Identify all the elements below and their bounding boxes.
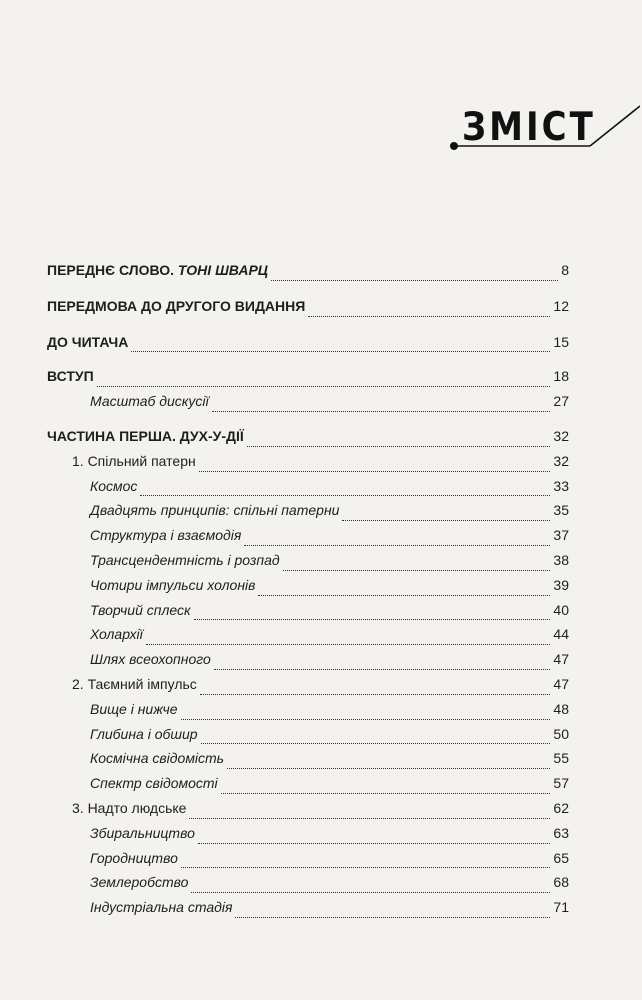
toc-entry[interactable] xyxy=(47,453,569,478)
toc-entry-title: 3. Надто людське xyxy=(72,799,187,816)
dot-leader xyxy=(258,594,550,596)
toc-entry[interactable] xyxy=(47,825,569,850)
toc-page-number: 27 xyxy=(553,393,569,410)
toc-entry-title: Космос xyxy=(90,477,138,494)
toc-page-number: 32 xyxy=(553,427,569,444)
dot-leader xyxy=(131,350,550,352)
toc-entry-title: 1. Спільний патерн xyxy=(72,452,196,469)
toc-page-number: 65 xyxy=(553,849,569,866)
toc-entry[interactable] xyxy=(47,552,569,577)
toc-entry[interactable] xyxy=(47,368,569,393)
dot-leader xyxy=(191,891,550,893)
toc-entry[interactable] xyxy=(47,527,569,552)
table-of-contents xyxy=(47,262,569,924)
dot-leader xyxy=(181,866,551,868)
toc-entry-title: Структура і взаємодія xyxy=(90,527,242,544)
toc-entry-title: Спектр свідомості xyxy=(90,775,218,792)
toc-page-number: 35 xyxy=(553,502,569,519)
toc-page-number: 55 xyxy=(553,750,569,767)
toc-entry-title: Землеробство xyxy=(90,874,189,891)
dot-leader xyxy=(194,618,551,620)
toc-page-number: 68 xyxy=(553,874,569,891)
dot-leader xyxy=(271,279,558,281)
toc-entry-title: Вище і нижче xyxy=(90,700,178,717)
toc-entry-title: Городництво xyxy=(90,849,178,866)
toc-entry[interactable] xyxy=(47,651,569,676)
toc-entry-title: Космічна свідомість xyxy=(90,750,225,767)
toc-page-number: 15 xyxy=(553,333,569,350)
dot-leader xyxy=(244,544,550,546)
toc-entry[interactable] xyxy=(47,502,569,527)
toc-page-number: 12 xyxy=(553,297,569,314)
toc-entry[interactable] xyxy=(47,726,569,751)
toc-entry-title: Трансцендентність і розпад xyxy=(90,551,280,568)
toc-entry-title: ПЕРЕДНЄ СЛОВО. ТОНІ ШВАРЦ xyxy=(47,262,269,278)
toc-page-number: 63 xyxy=(553,824,569,841)
dot-leader xyxy=(146,643,551,645)
dot-leader xyxy=(235,916,550,918)
heading-block xyxy=(440,100,640,170)
toc-page-number: 57 xyxy=(553,775,569,792)
dot-leader xyxy=(140,494,550,496)
dot-leader xyxy=(308,315,550,317)
toc-entry[interactable] xyxy=(47,899,569,924)
toc-entry-title: ДО ЧИТАЧА xyxy=(47,333,129,350)
toc-page-number: 47 xyxy=(553,651,569,668)
toc-entry-title: Холархії xyxy=(90,626,143,643)
toc-entry-title: Двадцять принципів: спільні патерни xyxy=(90,502,340,519)
toc-page-number: 39 xyxy=(553,576,569,593)
toc-entry[interactable] xyxy=(47,577,569,602)
dot-leader xyxy=(247,445,551,447)
toc-page-number: 48 xyxy=(553,700,569,717)
dot-leader xyxy=(97,385,551,387)
toc-entry-title: Глибина і обшир xyxy=(90,725,198,742)
toc-entry[interactable] xyxy=(47,850,569,875)
toc-entry[interactable] xyxy=(47,874,569,899)
toc-page-number: 40 xyxy=(553,601,569,618)
dot-leader xyxy=(283,569,551,571)
toc-page-number: 38 xyxy=(553,551,569,568)
dot-leader xyxy=(201,742,551,744)
dot-leader xyxy=(227,767,550,769)
dot-leader xyxy=(212,410,551,412)
toc-entry[interactable] xyxy=(47,393,569,418)
toc-page-number: 37 xyxy=(553,527,569,544)
toc-entry[interactable] xyxy=(47,800,569,825)
toc-entry-title: Збиральництво xyxy=(90,824,195,841)
toc-entry[interactable] xyxy=(47,262,569,287)
toc-entry[interactable] xyxy=(47,775,569,800)
toc-entry-title: Шлях всеохопного xyxy=(90,651,211,668)
toc-entry[interactable] xyxy=(47,428,569,453)
dot-leader xyxy=(221,792,551,794)
toc-page-number: 71 xyxy=(553,899,569,916)
toc-entry-title: Масштаб дискусії xyxy=(90,393,209,410)
dot-leader xyxy=(342,519,550,521)
toc-entry[interactable] xyxy=(47,298,569,323)
toc-page-number: 47 xyxy=(553,675,569,692)
toc-entry-title: Творчий сплеск xyxy=(90,601,191,618)
dot-leader xyxy=(198,842,551,844)
toc-entry-title: ПЕРЕДМОВА ДО ДРУГОГО ВИДАННЯ xyxy=(47,297,306,314)
toc-entry[interactable] xyxy=(47,676,569,701)
toc-page-number: 50 xyxy=(553,725,569,742)
toc-entry-title: ЧАСТИНА ПЕРША. ДУХ-У-ДІЇ xyxy=(47,427,244,444)
toc-page-number: 44 xyxy=(553,626,569,643)
toc-entry[interactable] xyxy=(47,602,569,627)
dot-leader xyxy=(199,470,551,472)
toc-page-number: 32 xyxy=(553,452,569,469)
toc-entry-title: 2. Таємний імпульс xyxy=(72,675,197,692)
toc-entry[interactable] xyxy=(47,750,569,775)
toc-entry[interactable] xyxy=(47,478,569,503)
page-title: ЗМІСТ xyxy=(462,104,596,151)
toc-entry[interactable] xyxy=(47,701,569,726)
dot-leader xyxy=(189,817,550,819)
toc-page-number: 62 xyxy=(553,799,569,816)
toc-page-number: 8 xyxy=(561,262,569,278)
toc-entry-title: Чотири імпульси холонів xyxy=(90,576,256,593)
dot-leader xyxy=(214,668,551,670)
toc-entry-author: ТОНІ ШВАРЦ xyxy=(177,262,269,278)
toc-entry-title: Індустріальна стадія xyxy=(90,899,233,916)
toc-entry-title: ВСТУП xyxy=(47,368,94,385)
toc-page-number: 33 xyxy=(553,477,569,494)
toc-entry[interactable] xyxy=(47,626,569,651)
dot-leader xyxy=(200,693,551,695)
toc-entry[interactable] xyxy=(47,334,569,359)
dot-leader xyxy=(181,718,551,720)
toc-page-number: 18 xyxy=(553,368,569,385)
